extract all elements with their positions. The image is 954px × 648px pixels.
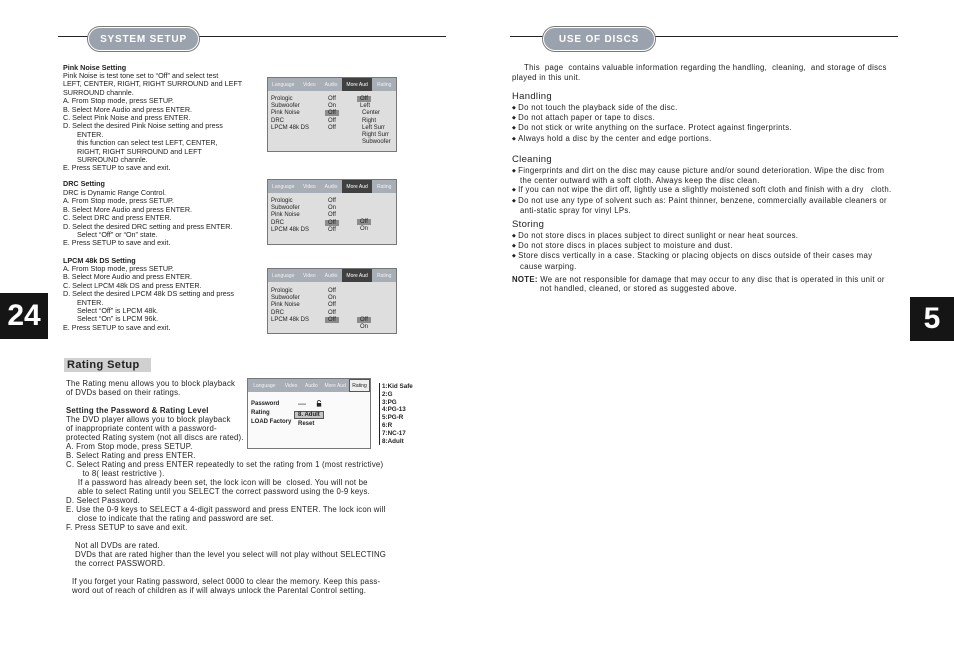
- drc-heading: DRC Setting: [63, 179, 105, 188]
- menu-tab-bar: [268, 180, 396, 193]
- text-line: A. From Stop mode, press SETUP.: [63, 196, 174, 206]
- rating-level: 1:Kid Safe: [382, 383, 413, 390]
- text-line: played in this unit.: [512, 72, 581, 82]
- menu-tab-bar: [248, 379, 370, 392]
- text-line: F. Press SETUP to save and exit.: [66, 523, 188, 532]
- tab-audio: Audio: [304, 382, 318, 389]
- menu-value: Off: [328, 288, 336, 294]
- menu-label: Prologic: [271, 288, 293, 294]
- option-selected: Off: [357, 96, 371, 102]
- tab-audio: Audio: [324, 183, 338, 190]
- tab-language: Language: [272, 81, 295, 88]
- note-label: NOTE:: [512, 275, 538, 284]
- rating-levels-list: [379, 383, 413, 445]
- password-value: ----: [298, 402, 306, 408]
- text-line: DVDs that are rated higher than the level you select will not play without SELECTING: [75, 550, 387, 559]
- text-line: close to indicate that the rating and password are set.: [66, 514, 274, 523]
- text-line: RIGHT, RIGHT SURROUND and LEFT: [63, 146, 202, 156]
- tab-rating: Rating: [376, 272, 392, 279]
- option-selected: Off: [357, 219, 371, 225]
- text-line: E. Press SETUP to save and exit.: [63, 322, 171, 332]
- storing-item: ◆ Do not store discs in places subject to moisture and dust.: [512, 241, 872, 251]
- menu-label: LPCM 48k DS: [271, 316, 310, 323]
- text-line: D. Select the desired LPCM 48k DS setting and press: [63, 289, 234, 299]
- menu-label: LPCM 48k DS: [271, 226, 310, 233]
- tab-more-audio: More Aud: [342, 269, 373, 282]
- password-heading: Setting the Password & Rating Level: [66, 406, 209, 415]
- text-line: the correct PASSWORD.: [75, 559, 166, 568]
- text-line: If a password has already been set, the lock icon will be closed. You will not be: [66, 478, 368, 487]
- menu-options: [357, 317, 371, 331]
- menu-screen-rating: [247, 378, 371, 449]
- rating-menu-labels: [251, 400, 291, 427]
- menu-value: Off: [328, 96, 336, 102]
- text-line: of DVDs based on their ratings.: [66, 388, 181, 397]
- rating-menu-values: [294, 400, 324, 429]
- menu-labels: [271, 288, 309, 324]
- menu-screen-lpcm: [267, 268, 397, 334]
- text-line: Not all DVDs are rated.: [75, 541, 160, 550]
- lock-icon: [316, 400, 322, 411]
- rating-intro: [66, 379, 235, 397]
- option: Subwoofer: [362, 139, 391, 146]
- menu-tab-bar: [268, 78, 396, 91]
- rating-value-selected: 8. Adult: [294, 411, 324, 419]
- tab-language: Language: [253, 382, 276, 389]
- rating-level: 8:Adult: [382, 437, 404, 445]
- pink-noise-text: [63, 72, 242, 173]
- menu-values: [325, 288, 339, 324]
- menu-tab-bar: [268, 269, 396, 282]
- text-line: word out of reach of children as if will always unlock the Parental Control setting.: [72, 586, 367, 595]
- menu-label-rating: Rating: [251, 410, 270, 416]
- tab-video: Video: [284, 382, 298, 389]
- cleaning-item-cont: the center outward with a soft cloth. Always keep the disc clean.: [520, 176, 760, 186]
- menu-value: On: [328, 205, 337, 212]
- rating-setup-heading: Rating Setup: [64, 358, 151, 372]
- option: Left: [360, 103, 371, 110]
- option-selected: Off: [357, 317, 371, 323]
- text-line: Pink Noise is test tone set to “Off” and select test: [63, 71, 219, 80]
- note-section: [512, 275, 885, 294]
- rating-forget-note: [72, 577, 380, 595]
- option: On: [360, 324, 369, 331]
- menu-label: Subwoofer: [271, 103, 300, 110]
- text-line: C. Select LPCM 48k DS and press ENTER.: [63, 280, 202, 290]
- storing-item: ◆ Do not store discs in places subject to direct sunlight or near heat sources.: [512, 231, 872, 241]
- rating-level: 6:R: [382, 421, 393, 429]
- text-line: SURROUND channle.: [63, 155, 148, 165]
- menu-values: [325, 198, 339, 234]
- section-header-system-setup: SYSTEM SETUP: [88, 27, 199, 51]
- note-line-cont: not handled, cleaned, or stored as suggested above.: [540, 284, 737, 294]
- tab-rating: Rating: [349, 379, 370, 392]
- text-line: D. Select Password.: [66, 496, 140, 505]
- text-line: Select “On” is LPCM 96k.: [63, 314, 159, 324]
- menu-value: Off: [328, 212, 336, 219]
- menu-value: Off: [328, 124, 336, 131]
- text-line: E. Press SETUP to save and exit.: [63, 238, 171, 248]
- menu-label-password: Password: [251, 401, 280, 407]
- text-line: E. Press SETUP to save and exit.: [63, 163, 171, 173]
- handling-item: ◆ Always hold a disc by the center and edge portions.: [512, 134, 792, 144]
- menu-value: Off: [328, 302, 336, 309]
- text-line: C. Select Pink Noise and press ENTER.: [63, 113, 191, 123]
- text-line: B. Select Rating and press ENTER.: [66, 451, 196, 460]
- tab-language: Language: [272, 272, 295, 279]
- text-line: Select “Off” or “On” state.: [63, 230, 158, 240]
- use-of-discs-intro: [512, 63, 887, 82]
- text-line: D. Select the desired DRC setting and press ENTER.: [63, 221, 233, 231]
- tab-video: Video: [302, 272, 316, 279]
- menu-values: [325, 96, 339, 132]
- text-line: this function can select test LEFT, CENTER,: [63, 138, 218, 148]
- rating-level: 2:G: [382, 390, 393, 398]
- cleaning-section: [512, 154, 892, 215]
- text-line: ENTER.: [63, 297, 104, 307]
- page-number-right: 5: [910, 297, 954, 341]
- option: On: [360, 226, 369, 233]
- menu-labels: [271, 198, 309, 234]
- rating-level: 7:NC-17: [382, 429, 406, 437]
- menu-value: On: [328, 295, 337, 302]
- text-line: C. Select Rating and press ENTER repeatedly to set the rating from 1 (most restrictive): [66, 460, 384, 469]
- text-line: SURROUND channle.: [63, 87, 134, 97]
- cleaning-item: ◆ If you can not wipe the dirt off, lightly use a slightly moistened soft cloth and finish with a dry cloth.: [512, 185, 892, 195]
- text-line: of inappropriate content with a password-: [66, 424, 217, 433]
- text-line: B. Select More Audio and press ENTER.: [63, 104, 193, 114]
- option: Left Surr: [362, 124, 386, 131]
- rating-level: 4:PG-13: [382, 406, 406, 414]
- menu-labels: [271, 96, 309, 132]
- handling-item: ◆ Do not attach paper or tape to discs.: [512, 113, 792, 123]
- text-line: B. Select More Audio and press ENTER.: [63, 204, 193, 214]
- menu-label-load-factory: LOAD Factory: [251, 419, 292, 425]
- menu-value: Off: [328, 117, 336, 124]
- text-line: The DVD player allows you to block playback: [66, 415, 231, 424]
- tab-rating: Rating: [376, 183, 392, 190]
- handling-item: ◆ Do not touch the playback side of the disc.: [512, 103, 792, 113]
- menu-screen-drc: [267, 179, 397, 245]
- storing-item: ◆ Store discs vertically in a case. Stacking or placing objects on discs outside of their cases may: [512, 251, 872, 261]
- text-line: The Rating menu allows you to block playback: [66, 379, 236, 388]
- cleaning-item-cont: anti-static spray for vinyl LPs.: [520, 205, 631, 215]
- text-line: to 8( least restrictive ).: [66, 469, 165, 478]
- text-line: DRC is Dynamic Range Control.: [63, 188, 167, 197]
- menu-label: Prologic: [271, 96, 293, 102]
- handling-item: ◆ Do not stick or write anything on the surface. Protect against fingerprints.: [512, 123, 792, 133]
- text-line: A. From Stop mode, press SETUP.: [63, 264, 174, 273]
- menu-options: [357, 96, 391, 146]
- menu-screen-pink-noise: [267, 77, 397, 152]
- menu-label: Subwoofer: [271, 205, 300, 212]
- tab-audio: Audio: [324, 272, 338, 279]
- text-line: E. Use the 0-9 keys to SELECT a 4-digit password and press ENTER. The lock icon will: [66, 505, 386, 514]
- tab-rating: Rating: [376, 81, 392, 88]
- lpcm-text: [63, 265, 234, 332]
- cleaning-item: ◆ Do not use any type of solvent such as: Paint thinner, benzene, commercially available cleaners or: [512, 196, 892, 206]
- menu-label: DRC: [271, 117, 284, 124]
- text-line: able to select Rating until you SELECT the correct password using the 0-9 keys.: [66, 487, 370, 496]
- rating-notes: [75, 541, 386, 568]
- rating-level: 3:PG: [382, 398, 397, 406]
- option: Right Surr: [362, 132, 390, 139]
- menu-label: LPCM 48k DS: [271, 124, 310, 131]
- handling-heading: Handling: [512, 91, 552, 102]
- storing-section: [512, 219, 872, 271]
- note-line: [512, 275, 885, 284]
- page-number-left: 24: [0, 293, 48, 339]
- note-text: We are not responsible for damage that may occur to any disc that is operated in this unit or: [540, 275, 885, 284]
- text-line: protected Rating system (not all discs are rated).: [66, 433, 244, 442]
- menu-label: DRC: [271, 219, 284, 226]
- text-line: B. Select More Audio and press ENTER.: [63, 272, 193, 282]
- menu-value-selected: Off: [325, 110, 339, 116]
- menu-value-selected: Off: [325, 220, 339, 226]
- drc-text: [63, 189, 232, 248]
- tab-video: Video: [302, 183, 316, 190]
- text-line: A. From Stop mode, press SETUP.: [63, 96, 174, 106]
- menu-label: DRC: [271, 309, 284, 316]
- menu-value: Off: [328, 198, 336, 204]
- tab-video: Video: [302, 81, 316, 88]
- text-line: C. Select DRC and press ENTER.: [63, 213, 172, 223]
- handling-section: [512, 91, 792, 144]
- tab-more-audio: More Aud: [342, 180, 373, 193]
- text-line: If you forget your Rating password, select 0000 to clear the memory. Keep this pass-: [72, 577, 381, 586]
- menu-options: [357, 219, 371, 233]
- text-line: ENTER.: [63, 129, 104, 139]
- text-line: This page contains valuable information regarding the handling, cleaning, and storage of discs: [524, 63, 887, 72]
- storing-heading: Storing: [512, 219, 545, 230]
- cleaning-item: ◆ Fingerprints and dirt on the disc may cause picture and/or sound deterioration. Wipe the disc from: [512, 166, 892, 176]
- tab-audio: Audio: [324, 81, 338, 88]
- rating-level: 5:PG-R: [382, 414, 404, 422]
- text-line: D. Select the desired Pink Noise setting and press: [63, 121, 223, 131]
- text-line: Select “Off” is LPCM 48k.: [63, 306, 158, 316]
- menu-label: Pink Noise: [271, 110, 300, 117]
- text-line: LEFT, CENTER, RIGHT, RIGHT SURROUND and LEFT: [63, 79, 243, 89]
- menu-label: Pink Noise: [271, 212, 300, 219]
- lpcm-heading: LPCM 48k DS Setting: [63, 256, 136, 265]
- text-line: A. From Stop mode, press SETUP.: [66, 442, 193, 451]
- menu-label: Pink Noise: [271, 302, 300, 309]
- menu-value-selected: Off: [325, 317, 339, 323]
- menu-value: Off: [328, 226, 336, 233]
- storing-item-cont: cause warping.: [520, 261, 577, 271]
- cleaning-heading: Cleaning: [512, 154, 552, 165]
- menu-value: On: [328, 103, 337, 110]
- load-factory-value: Reset: [298, 421, 315, 427]
- tab-language: Language: [272, 183, 295, 190]
- tab-more-audio: More Aud: [324, 382, 346, 389]
- pink-noise-heading: Pink Noise Setting: [63, 63, 127, 72]
- menu-label: Subwoofer: [271, 295, 300, 302]
- menu-label: Prologic: [271, 198, 293, 204]
- option: Center: [362, 110, 381, 117]
- menu-value: Off: [328, 309, 336, 316]
- section-header-use-of-discs: USE OF DISCS: [543, 27, 655, 51]
- option: Right: [362, 117, 377, 124]
- tab-more-audio: More Aud: [342, 78, 373, 91]
